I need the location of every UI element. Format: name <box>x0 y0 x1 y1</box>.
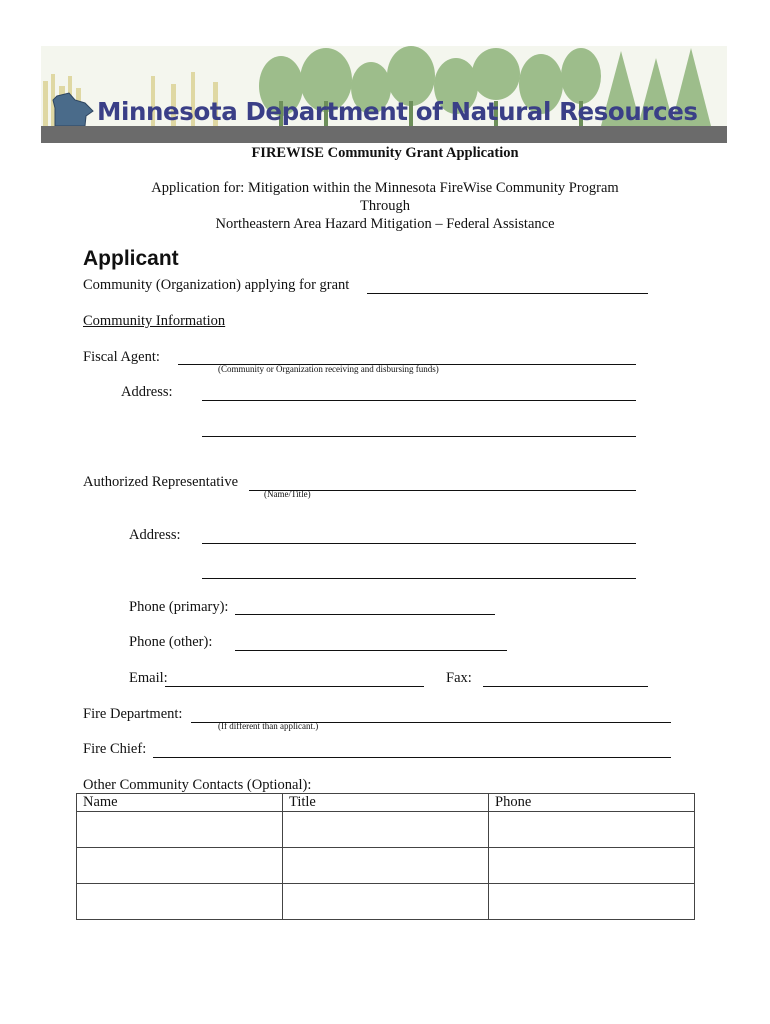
contact-phone-cell[interactable] <box>489 848 695 884</box>
rep-address-field-2[interactable] <box>202 578 636 579</box>
subtitle-line2: Through <box>360 198 410 214</box>
fiscal-agent-hint: (Community or Organization receiving and disbursing funds) <box>218 364 439 374</box>
community-label: Community (Organization) applying for grant <box>83 277 350 293</box>
fax-field[interactable] <box>483 686 648 687</box>
fiscal-address-field-2[interactable] <box>202 436 636 437</box>
phone-other-label: Phone (other): <box>129 634 213 650</box>
community-field[interactable] <box>367 293 648 294</box>
contact-title-cell[interactable] <box>283 848 489 884</box>
table-row <box>77 848 695 884</box>
contacts-header-row <box>77 794 695 812</box>
rep-address-field-1[interactable] <box>202 543 636 544</box>
form-title: FIREWISE Community Grant Application <box>251 145 519 161</box>
phone-primary-field[interactable] <box>235 614 495 615</box>
contact-title-cell[interactable] <box>283 812 489 848</box>
community-info-label: Community Information <box>83 313 226 329</box>
applicant-heading: Applicant <box>83 247 179 270</box>
column-header-title: Title <box>283 794 489 812</box>
column-header-phone: Phone <box>489 794 695 812</box>
table-row <box>77 812 695 848</box>
email-label: Email: <box>129 670 168 686</box>
contact-phone-cell[interactable] <box>489 812 695 848</box>
banner-title: Minnesota Department of Natural Resources <box>97 97 698 126</box>
contact-title-cell[interactable] <box>283 884 489 920</box>
phone-primary-label: Phone (primary): <box>129 599 229 615</box>
subtitle-line3: Northeastern Area Hazard Mitigation – Federal Assistance <box>215 216 555 232</box>
contact-name-cell[interactable] <box>77 884 283 920</box>
phone-other-field[interactable] <box>235 650 507 651</box>
fiscal-agent-label: Fiscal Agent: <box>83 349 160 365</box>
auth-rep-hint: (Name/Title) <box>264 489 311 499</box>
auth-rep-label: Authorized Representative <box>83 474 239 490</box>
contacts-table <box>76 793 695 920</box>
table-row <box>77 884 695 920</box>
contact-phone-cell[interactable] <box>489 884 695 920</box>
minnesota-map-icon <box>53 93 93 126</box>
email-field[interactable] <box>165 686 424 687</box>
fax-label: Fax: <box>446 670 472 686</box>
fire-chief-label: Fire Chief: <box>83 741 147 757</box>
fire-dept-hint: (If different than applicant.) <box>218 721 319 731</box>
fire-chief-field[interactable] <box>153 757 671 758</box>
banner-strip <box>41 126 727 143</box>
contacts-label: Other Community Contacts (Optional): <box>83 777 312 793</box>
contact-name-cell[interactable] <box>77 848 283 884</box>
fiscal-address-field-1[interactable] <box>202 400 636 401</box>
fiscal-address-label: Address: <box>121 384 173 400</box>
subtitle-line1: Application for: Mitigation within the Minnesota FireWise Community Program <box>151 180 619 196</box>
contact-name-cell[interactable] <box>77 812 283 848</box>
column-header-name: Name <box>77 794 283 812</box>
dnr-banner <box>41 46 727 143</box>
rep-address-label: Address: <box>129 527 181 543</box>
fire-dept-label: Fire Department: <box>83 706 183 722</box>
